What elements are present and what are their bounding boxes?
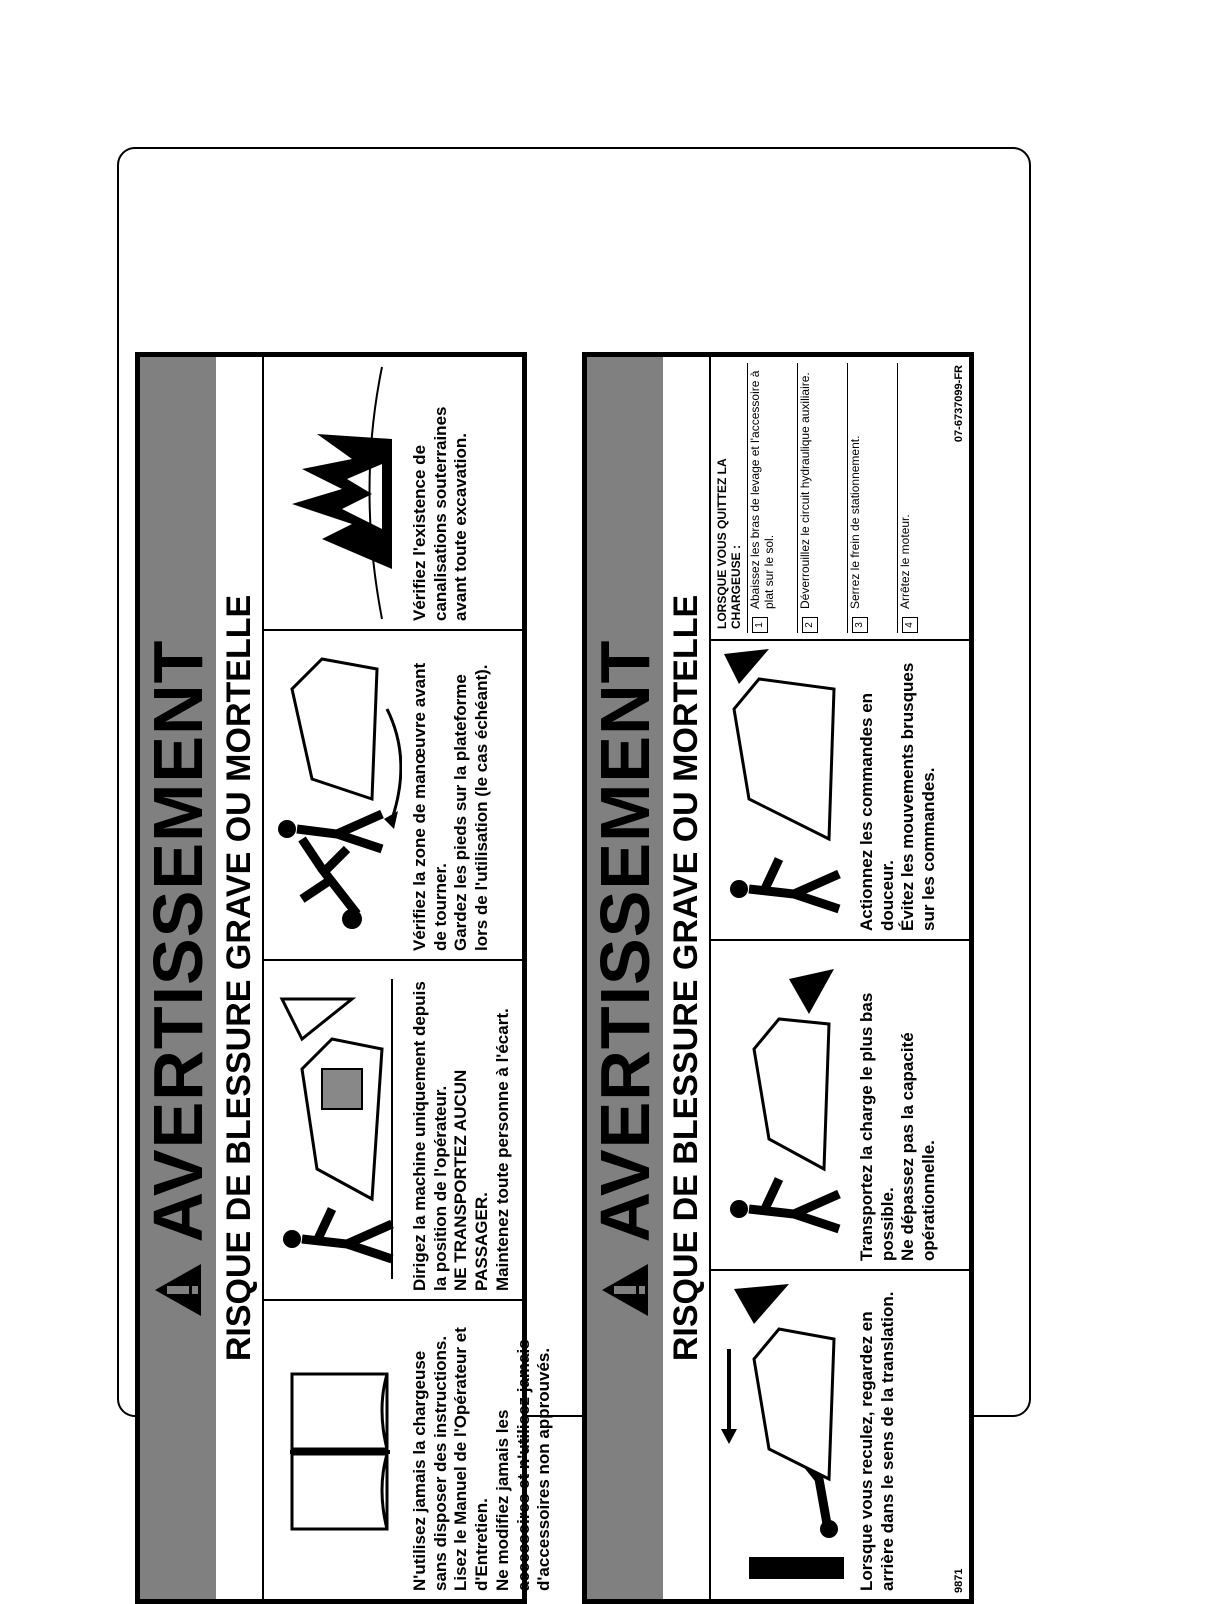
cell-text: Gardez les pieds sur la plateforme lors de l'utilisation (le cas échéant). bbox=[451, 664, 492, 951]
hazard-subtitle: RISQUE DE BLESSURE GRAVE OU MORTELLE bbox=[216, 357, 264, 1599]
cell-text: Vérifiez la zone de manœuvre avant de tourner. bbox=[410, 662, 450, 951]
decal-code: 9871 bbox=[953, 1568, 965, 1593]
list-item bbox=[897, 363, 938, 633]
step-number: 3 bbox=[852, 617, 868, 633]
cell-manual bbox=[262, 1299, 554, 1599]
part-number: 07-6737099-FR bbox=[953, 365, 965, 443]
panel-header bbox=[140, 357, 216, 1599]
smooth-controls-icon bbox=[709, 639, 849, 939]
step-number: 4 bbox=[902, 617, 918, 633]
panel-header bbox=[587, 357, 663, 1599]
list-item bbox=[847, 363, 888, 633]
step-number: 2 bbox=[802, 617, 818, 633]
cell-text: Lorsque vous reculez, regardez en arrière dans le sens de la translation. bbox=[857, 1291, 897, 1591]
list-item bbox=[747, 363, 788, 633]
leaving-title: LORSQUE VOUS QUITTEZ LA CHARGEUSE : bbox=[715, 458, 743, 629]
warning-panel-2 bbox=[582, 352, 974, 1604]
cell-text: Vérifiez l'existence de canalisations souterraines avant toute excavation. bbox=[410, 406, 471, 621]
cell-text: Dirigez la machine uniquement depuis la position de l'opérateur. bbox=[410, 981, 450, 1291]
cell-text: N'utilisez jamais la chargeuse sans disposer des instructions. bbox=[410, 1335, 450, 1591]
step-number: 1 bbox=[752, 617, 768, 633]
header-title: AVERTISSEMENT bbox=[586, 639, 664, 1243]
hazard-subtitle: RISQUE DE BLESSURE GRAVE OU MORTELLE bbox=[663, 357, 711, 1599]
cell-text: Ne modifiez jamais les accessoires et n'utilisez jamais d'accessoires non approuvés. bbox=[492, 1339, 554, 1591]
cell-text: Maintenez toute personne à l'écart. bbox=[492, 1008, 512, 1291]
manual-book-icon bbox=[262, 1299, 402, 1599]
cell-text: NE TRANSPORTEZ AUCUN PASSAGER. bbox=[451, 1069, 492, 1291]
cell-text: Transportez la charge le plus bas possible. bbox=[857, 992, 897, 1261]
cell-text: Ne dépassez pas la capacité opérationnelle. bbox=[898, 1032, 939, 1261]
warning-triangle-icon bbox=[602, 1264, 648, 1316]
header-title: AVERTISSEMENT bbox=[139, 639, 217, 1243]
reverse-travel-icon bbox=[709, 1269, 849, 1599]
underground-explosion-icon bbox=[262, 357, 402, 629]
cell-text: Lisez le Manuel de l'Opérateur et d'Entretien. bbox=[451, 1327, 492, 1591]
cell-turning bbox=[262, 629, 522, 959]
turning-zone-icon bbox=[262, 629, 402, 959]
cell-controls bbox=[709, 639, 969, 939]
cell-operator bbox=[262, 959, 522, 1299]
cell-leaving-loader bbox=[709, 357, 969, 639]
operator-loader-icon bbox=[262, 959, 402, 1299]
cell-reverse bbox=[709, 1269, 969, 1599]
low-load-icon bbox=[709, 939, 849, 1269]
cell-excavation bbox=[262, 357, 522, 629]
step-text: Serrez le frein de stationnement. bbox=[848, 435, 862, 609]
step-text: Arrêtez le moteur. bbox=[898, 514, 912, 609]
step-text: Abaissez les bras de levage et l'accessoire à plat sur le sol. bbox=[748, 370, 777, 609]
step-text: Déverrouillez le circuit hydraulique auxiliaire. bbox=[798, 372, 812, 609]
cell-text: Actionnez les commandes en douceur. bbox=[857, 692, 897, 931]
cell-low-load bbox=[709, 939, 969, 1269]
warning-panel-1 bbox=[135, 352, 554, 1604]
warning-triangle-icon bbox=[155, 1264, 201, 1316]
cell-text: Évitez les mouvements brusques sur les commandes. bbox=[898, 662, 939, 931]
list-item bbox=[797, 363, 838, 633]
